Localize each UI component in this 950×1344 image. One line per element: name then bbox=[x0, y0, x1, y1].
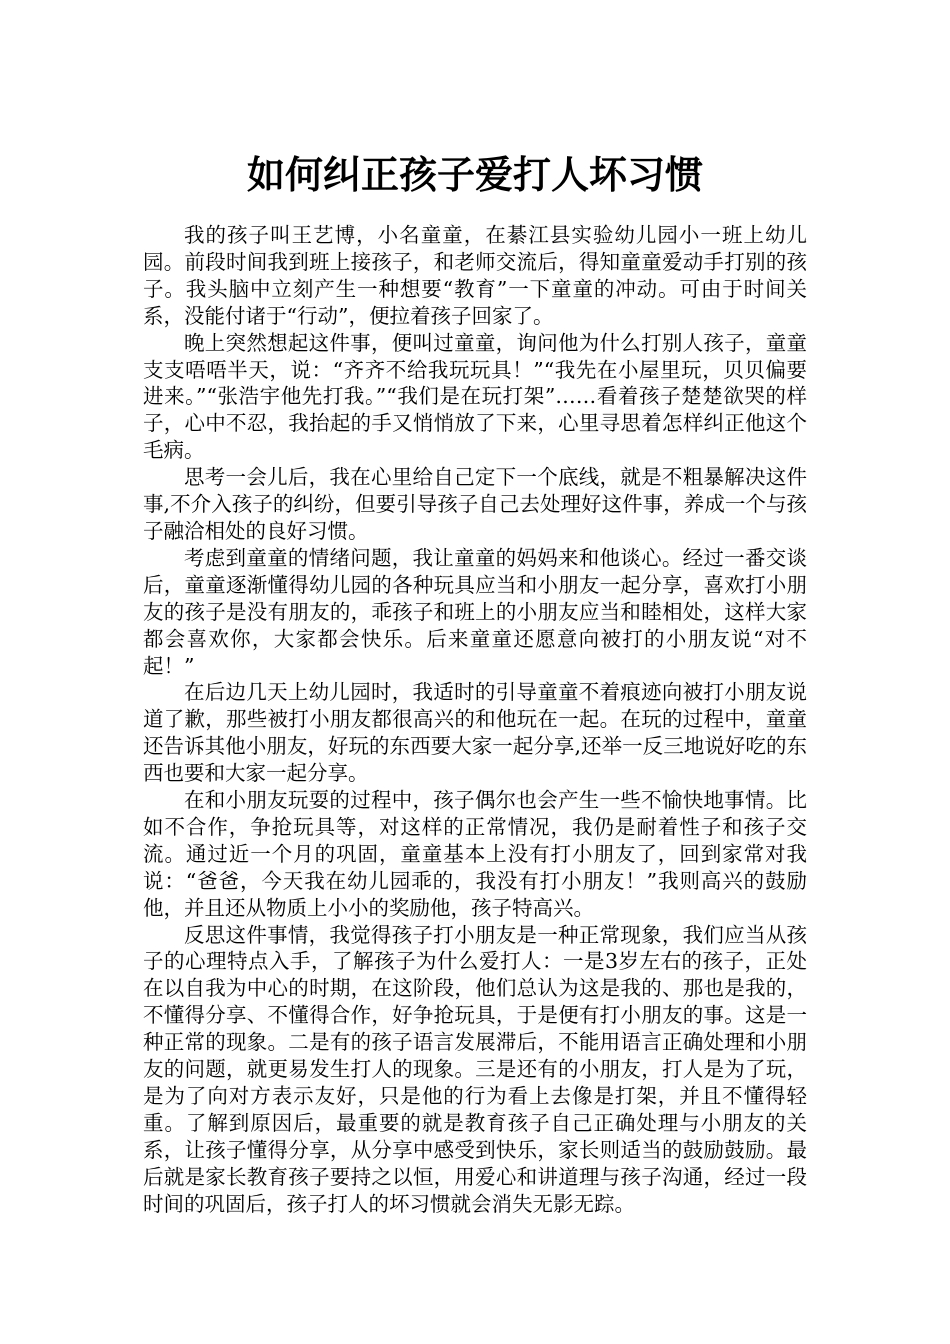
document-body bbox=[143, 222, 807, 1218]
paragraph-1: 我的孩子叫王艺博，小名童童，在綦江县实验幼儿园小一班上幼儿园。前段时间我到班上接孩子，和老师交流后，得知童童爱动手打别的孩子。我头脑中立刻产生一种想要“教育”一下童童的冲动。可由于时间关系，没能付诸于“行动”，便拉着孩子回家了。 bbox=[143, 223, 807, 328]
paragraph-4: 考虑到童童的情绪问题，我让童童的妈妈来和他谈心。经过一番交谈后，童童逐渐懂得幼儿园的各种玩具应当和小朋友一起分享，喜欢打小朋友的孩子是没有朋友的，乖孩子和班上的小朋友应当和睦相处，这样大家都会喜欢你，大家都会快乐。后来童童还愿意向被打的小朋友说“对不起！” bbox=[143, 545, 807, 678]
paragraph-3: 思考一会儿后，我在心里给自己定下一个底线，就是不粗暴解决这件事,不介入孩子的纠纷，但要引导孩子自己去处理好这件事，养成一个与孩子融洽相处的良好习惯。 bbox=[143, 465, 807, 543]
paragraph-2: 晚上突然想起这件事，便叫过童童，询问他为什么打别人孩子，童童支支唔唔半天，说：“齐齐不给我玩玩具！”“我先在小屋里玩，贝贝偏要进来。”“张浩宇他先打我。”“我们是在玩打架”……看着孩子楚楚欲哭的样子，心中不忍，我抬起的手又悄悄放了下来，心里寻思着怎样纠正他这个毛病。 bbox=[143, 330, 807, 463]
paragraph-6: 在和小朋友玩耍的过程中，孩子偶尔也会产生一些不愉快地事情。比如不合作，争抢玩具等，对这样的正常情况，我仍是耐着性子和孩子交流。通过近一个月的巩固，童童基本上没有打小朋友了，回到家常对我说：“爸爸，今天我在幼儿园乖的，我没有打小朋友！”我则高兴的鼓励他，并且还从物质上小小的奖励他，孩子特高兴。 bbox=[143, 788, 807, 920]
document-title: 如何纠正孩子爱打人坏习惯 bbox=[246, 152, 703, 198]
paragraph-7: 反思这件事情，我觉得孩子打小朋友是一种正常现象，我们应当从孩子的心理特点入手，了解孩子为什么爱打人：一是3岁左右的孩子，正处在以自我为中心的时期，在这阶段，他们总认为这是我的、那也是我的，不懂得分享、不懂得合作，好争抢玩具，于是便有打小朋友的事。这是一种正常的现象。二是有的孩子语言发展滞后，不能用语言正确处理和小朋友的问题，就更易发生打人的现象。三是还有的小朋友，打人是为了玩，是为了向对方表示友好，只是他的行为看上去像是打架，并且不懂得轻重。了解到原因后，最重要的就是教育孩子自己正确处理与小朋友的关系，让孩子懂得分享，从分享中感受到快乐，家长则适当的鼓励鼓励。最后就是家长教育孩子要持之以恒，用爱心和讲道理与孩子沟通，经过一段时间的巩固后，孩子打人的坏习惯就会消失无影无踪。 bbox=[143, 922, 807, 1216]
paragraph-5: 在后边几天上幼儿园时，我适时的引导童童不着痕迹向被打小朋友说道了歉，那些被打小朋友都很高兴的和他玩在一起。在玩的过程中，童童还告诉其他小朋友，好玩的东西要大家一起分享,还举一反三地说好吃的东西也要和大家一起分享。 bbox=[143, 680, 807, 786]
